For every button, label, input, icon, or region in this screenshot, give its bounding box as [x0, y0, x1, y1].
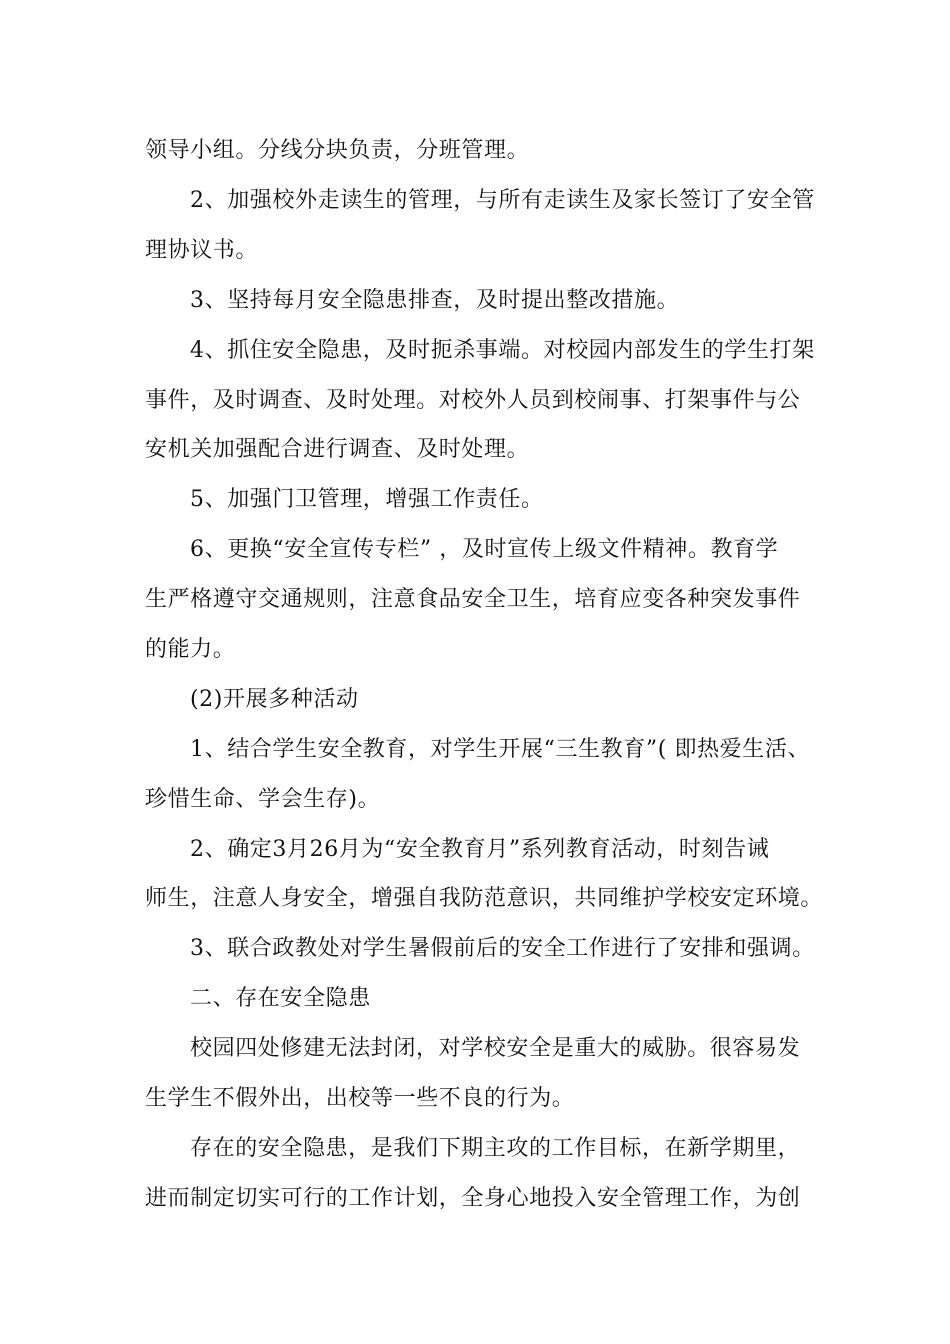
- text-line: 师生，注意人身安全，增强自我防范意识，共同维护学校安定环境。: [145, 886, 824, 911]
- text-line: 事件，及时调查、及时处理。对校外人员到校闹事、打架事件与公: [145, 388, 801, 413]
- text-line: 5、加强门卫管理，增强工作责任。: [190, 487, 544, 512]
- text-line: 进而制定切实可行的工作计划，全身心地投入安全管理工作，为创: [145, 1186, 801, 1211]
- text-line: 3、联合政教处对学生暑假前后的安全工作进行了安排和强调。: [190, 936, 815, 961]
- text-line: 存在的安全隐患，是我们下期主攻的工作目标，在新学期里，: [190, 1136, 801, 1161]
- text-line: 理协议书。: [145, 238, 259, 263]
- text-line: 校园四处修建无法封闭，对学校安全是重大的威胁。很容易发: [190, 1036, 801, 1061]
- section-heading: 二、存在安全隐患: [190, 986, 371, 1011]
- text-line: 1、结合学生安全教育，对学生开展“三生教育”( 即热爱生活、: [190, 737, 811, 762]
- text-line: 3、坚持每月安全隐患排查，及时提出整改措施。: [190, 288, 680, 313]
- text-line: 2、确定3月26月为“安全教育月”系列教育活动，时刻告诫: [190, 837, 770, 862]
- text-line: 珍惜生命、学会生存)。: [145, 787, 381, 812]
- section-heading: (2)开展多种活动: [190, 687, 359, 712]
- text-line: 生学生不假外出，出校等一些不良的行为。: [145, 1086, 575, 1111]
- text-line: 领导小组。分线分块负责，分班管理。: [145, 138, 530, 163]
- text-line: 6、更换“安全宣传专栏” ，及时宣传上级文件精神。教育学: [190, 537, 779, 562]
- text-line: 4、抓住安全隐患，及时扼杀事端。对校园内部发生的学生打架: [190, 338, 815, 363]
- text-line: 安机关加强配合进行调查、及时处理。: [145, 437, 530, 462]
- text-line: 的能力。: [145, 637, 236, 662]
- text-line: 2、加强校外走读生的管理，与所有走读生及家长签订了安全管: [190, 188, 815, 213]
- text-line: 生严格遵守交通规则，注意食品安全卫生，培育应变各种突发事件: [145, 587, 801, 612]
